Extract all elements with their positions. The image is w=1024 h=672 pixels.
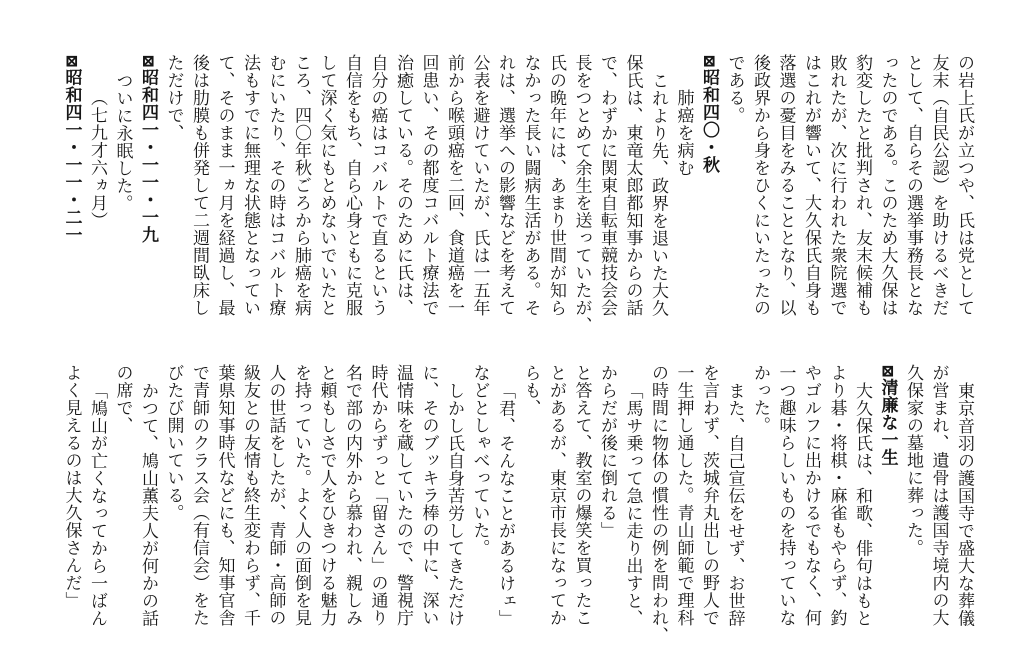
text-column: らも、 xyxy=(520,364,541,417)
text-column: 保氏は、東竜太郎都知事からの話 xyxy=(622,54,643,317)
quote-column: 「馬サ乗って急に走り出すと、 xyxy=(622,381,643,627)
text-column: かった。 xyxy=(750,364,770,434)
section-heading: ⊠清廉な一生 xyxy=(877,364,898,467)
text-column: などとしゃべっていた。 xyxy=(469,364,490,557)
text-column: ったのである。このため大久保は xyxy=(877,54,898,317)
text-column: 回患い、その都度コバルト療法で xyxy=(418,54,439,317)
text-column: が営まれ、遺骨は護国寺境内の大 xyxy=(928,364,949,627)
text-column: 葉県知事時代などにも、知事官舎 xyxy=(214,364,235,627)
section-heading: ⊠昭和四一・一一・一九 xyxy=(138,54,158,244)
text-column: なかった長い闘病生活がある。そ xyxy=(520,54,541,317)
text-column: と答えて、教室の爆笑を買ったこ xyxy=(571,364,592,627)
text-column: 氏の晩年には、あまり世間が知ら xyxy=(546,54,566,317)
section-heading: ⊠昭和四〇・秋 xyxy=(699,54,719,174)
text-column: 治癒している。そのために氏は、 xyxy=(393,54,413,317)
text-column: 温情味を蔵していたので、警視庁 xyxy=(393,364,413,627)
text-column: である。 xyxy=(724,54,745,124)
text-column: 後政界から身をひくにいたったの xyxy=(750,54,770,317)
text-column: むにいたり、その時はコバルト療 xyxy=(265,54,286,317)
text-column: 敗れたが、次に行われた衆院選で xyxy=(826,54,847,317)
text-column: で、わずかに関東自転車競技会会 xyxy=(597,54,617,317)
text-column: して深く気にもとめないでいたと xyxy=(316,54,337,317)
text-column: として、自らその選挙事務長とな xyxy=(903,54,923,317)
section-subheading: 肺癌を病む xyxy=(673,89,694,177)
text-column: 東京音羽の護国寺で盛大な葬儀 xyxy=(954,381,974,627)
text-column: 豹変したと批判され、友末候補も xyxy=(852,54,872,317)
text-column: と頼もしさで人をひきつける魅力 xyxy=(316,364,337,627)
text-column: れは、選挙への影響などを考えて xyxy=(495,54,515,317)
text-column: 公表を避けていたが、氏は一五年 xyxy=(469,54,490,317)
text-column: 一生押し通した。青山師範で理科 xyxy=(673,364,694,627)
text-column: を持っていた。よく人の面倒を見 xyxy=(291,364,311,627)
quote-column: からだが後に倒れる」 xyxy=(597,364,617,539)
text-column: 久保家の墓地に葬った。 xyxy=(903,364,923,557)
text-column: はこれが響いて、大久保氏自身も xyxy=(801,54,821,317)
quote-column: よく見えるのは大久保さんだ」 xyxy=(61,364,82,609)
text-column: 自分の癌はコバルトで直るという xyxy=(367,54,388,317)
text-column: びたび開いている。 xyxy=(163,364,184,522)
text-column: 前から喉頭癌を二回、食道癌を一 xyxy=(444,54,464,317)
text-column: 友末（自民公認）を助けるべきだ xyxy=(928,54,949,317)
text-column: 名で部の内外から慕われ、親しみ xyxy=(342,364,362,627)
text-column: 自信をもち、自ら心身ともに克服 xyxy=(342,54,362,317)
text-column: 後は肋膜も併発して二週間臥床し xyxy=(189,54,209,317)
text-column: 法もすでに無理な状態となってい xyxy=(240,54,260,317)
text-column: より碁・将棋・麻雀もやらず、釣 xyxy=(826,364,847,627)
text-column: また、自己宣伝をせず、お世辞 xyxy=(724,381,745,627)
text-column: ただけで、 xyxy=(163,54,184,142)
text-column: ついに永眠した。 xyxy=(112,71,133,212)
text-column: 級友との友情も終生変わらず、千 xyxy=(240,364,260,627)
text-column: かつて、鳩山薫夫人が何かの話 xyxy=(138,381,158,627)
text-column: これより先、政界を退いた大久 xyxy=(648,71,668,317)
text-column: しかし氏自身苦労してきただけ xyxy=(444,381,464,627)
text-column: の岩上氏が立つや、氏は党として xyxy=(954,54,974,317)
upper-tier-text xyxy=(58,54,976,334)
text-column: 一つ趣味らしいものを持っていな xyxy=(775,364,796,627)
text-column: 落選の憂目をみることとなり、以 xyxy=(775,54,796,317)
text-column: 時代からずっと「留さん」の通り xyxy=(367,364,388,627)
quote-column: 「鳩山が亡くなってから一ばん xyxy=(87,381,107,627)
quote-column: 「君、そんなことがあるけェ」 xyxy=(495,381,515,627)
text-column: 大久保氏は、和歌、俳句はもと xyxy=(852,381,872,627)
text-column: とがあるが、東京市長になってか xyxy=(546,364,566,627)
age-note: （七九才六ヵ月） xyxy=(87,89,107,229)
section-heading: ⊠昭和四一・一一・二一 xyxy=(61,54,82,244)
text-column: で青師のクラス会（有信会）をた xyxy=(189,364,209,627)
text-column: やゴルフに出かけるでもなく、何 xyxy=(801,364,821,627)
text-column: 長をつとめて余生を送っていたが、 xyxy=(571,54,592,334)
text-column: の時間に物体の慣性の例を問われ、 xyxy=(648,364,668,644)
text-column: を言わず、茨城弁丸出しの野人で xyxy=(699,364,719,627)
text-column: ころ、四〇年秋ごろから肺癌を病 xyxy=(291,54,311,317)
text-column: に、そのブッキラ棒の中に、深い xyxy=(418,364,439,627)
text-column: の席で、 xyxy=(112,364,133,434)
text-column: て、そのまま一ヵ月を経過し、最 xyxy=(214,54,235,317)
lower-tier-text xyxy=(58,364,976,644)
text-column: 人の世話をしたが、青師・高師の xyxy=(265,364,286,627)
